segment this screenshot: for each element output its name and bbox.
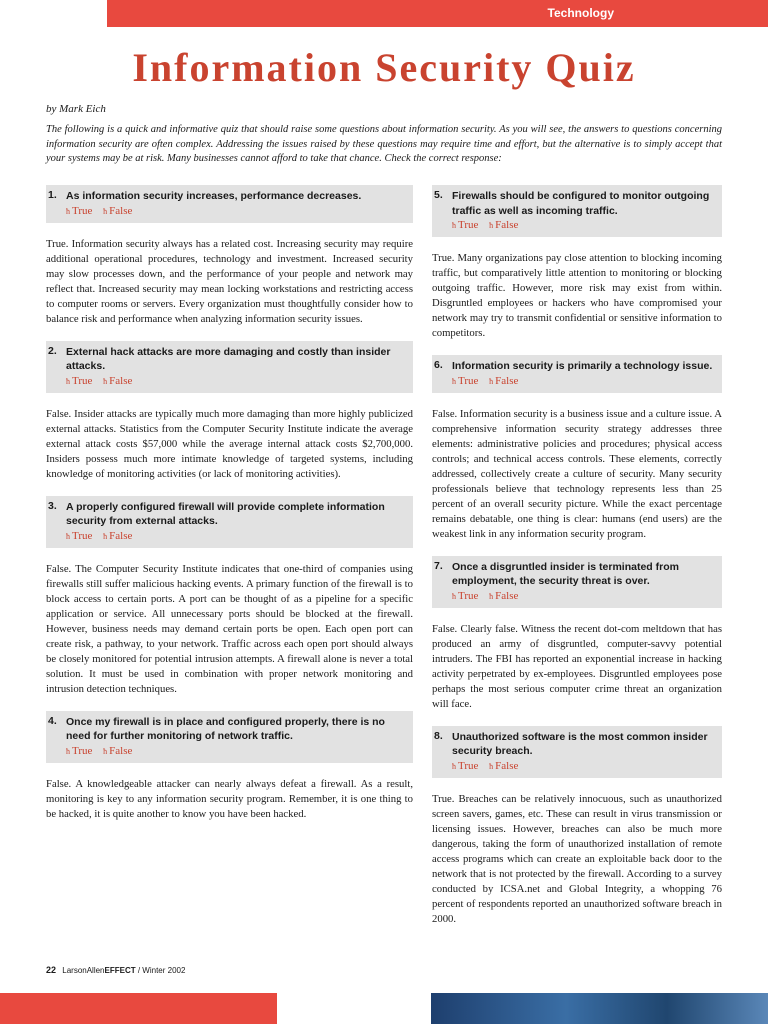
- byline: by Mark Eich: [46, 103, 106, 115]
- question-text: Firewalls should be configured to monitor outgoing traffic as well as incoming traffic.: [452, 190, 710, 217]
- page-title: Information Security Quiz: [132, 45, 636, 90]
- question-text: Once my firewall is in place and configured properly, there is no need for further monitoring of network traffic.: [66, 715, 385, 742]
- question-3: [46, 496, 413, 548]
- answer-options: [66, 375, 405, 387]
- question-text: A properly configured firewall will provide complete information security from external attacks.: [66, 500, 385, 527]
- answer-options: [66, 530, 405, 542]
- answer-text: True. Many organizations pay close attention to blocking incoming traffic, but comparatively little attention to monitoring or blocking outgoing traffic. However, more risk may exist from within. Disgruntled employees or hackers who have compromised your network may try to transmit confidential or sensitive information to competitors.: [432, 252, 722, 339]
- question-8: [432, 726, 722, 778]
- checkbox-icon: ћ: [489, 591, 494, 601]
- false-option[interactable]: ћ False: [103, 204, 133, 217]
- true-option[interactable]: ћ True: [452, 219, 479, 231]
- page-footer: [46, 965, 185, 975]
- question-text: External hack attacks are more damaging and costly than insider attacks.: [66, 345, 391, 372]
- answer-options: [66, 205, 405, 217]
- checkbox-icon: ћ: [66, 531, 70, 541]
- false-option[interactable]: ћ False: [489, 759, 519, 772]
- left-column: [46, 185, 413, 836]
- question-7: [432, 556, 722, 608]
- checkbox-icon: ћ: [103, 206, 108, 216]
- answer-text: False. A knowledgeable attacker can nearly always defeat a firewall. As a result, monitoring is key to any information security program. Remember, it is one thing to be hacked, it is quite another to know you have been hacked.: [46, 777, 413, 820]
- question-text: Unauthorized software is the most common insider security breach.: [452, 730, 708, 757]
- intro-paragraph: The following is a quick and informative quiz that should raise some questions about information security. As you will see, the answers to questions concerning information security are often complex. Addressing the issues raised by these questions may require time and effort, but the alternative is to simply accept that your systems may be at risk. Many businesses cannot afford to take that chance. Check the correct response:: [46, 124, 722, 164]
- true-option[interactable]: ћ True: [66, 374, 93, 387]
- section-label: Technology: [547, 6, 614, 20]
- answer-text: True. Breaches can be relatively innocuous, such as unauthorized screen savers, games, etc. These can result in virus transmission or licensing issues. However, breaches can also be much more dangerous, taking the form of unauthorized installation of remote access programs which can create an exploitable back door to the network that is not protected by the firewall. According to a survey conducted by ICSA.net and Global Integrity, a whopping 76 percent of respondents reported an unauthorized software breach in 2000.: [432, 792, 722, 925]
- question-1: [46, 185, 413, 223]
- question-2: [46, 341, 413, 393]
- issue-date: / Winter 2002: [137, 966, 186, 975]
- question-5: [432, 185, 722, 237]
- publication-name: EFFECT: [104, 966, 136, 975]
- checkbox-icon: ћ: [452, 221, 456, 230]
- question-text: As information security increases, performance decreases.: [66, 190, 362, 202]
- question-number: 7.: [434, 559, 443, 572]
- question-number: 1.: [48, 189, 57, 201]
- false-option[interactable]: ћ False: [489, 589, 519, 602]
- answer-options: [452, 219, 714, 231]
- question-number: 8.: [434, 729, 443, 742]
- checkbox-icon: ћ: [66, 746, 70, 756]
- question-6: [432, 355, 722, 393]
- checkbox-icon: ћ: [452, 376, 456, 386]
- answer-text: True. Information security always has a related cost. Increasing security may require additional operational procedures, technology and investment. Increased security may slow processes down, and the performance of your people and network may reflect that. Increased security may mean locking workstations and restricting access to computer rooms or servers. Every organization must thoughtfully consider how to balance risk and performance when analyzing information security issues.: [46, 237, 413, 325]
- question-number: 3.: [48, 499, 57, 512]
- answer-text: False. Information security is a business issue and a culture issue. A comprehensive information security strategy addresses three elements: administrative policies and procedures; physical access controls; and technical access controls. These elements, correctly addressed, collectively create a culture of security. Many security professionals believe that technology represents less than 25 percent of an overall security picture. While the exact percentage remains debatable, one thing is clear: humans (end users) are the weakest link in any information security program.: [432, 407, 722, 540]
- question-4: [46, 711, 413, 763]
- true-option[interactable]: ћ True: [66, 744, 93, 757]
- answer-options: [66, 745, 405, 757]
- checkbox-icon: ћ: [103, 746, 108, 756]
- question-number: 4.: [48, 714, 57, 727]
- checkbox-icon: ћ: [66, 376, 70, 386]
- checkbox-icon: ћ: [489, 221, 494, 230]
- checkbox-icon: ћ: [103, 531, 108, 541]
- answer-text: False. Clearly false. Witness the recent dot-com meltdown that has produced an army of disgruntled, computer-savvy potential intruders. The FBI has reported an exponential increase in hacking activity perpetrated by ex-employees. Disgruntled employees pose perhaps the most serious computer crime threat an organization will face.: [432, 622, 722, 710]
- answer-text: False. Insider attacks are typically much more damaging than more highly publicized external attacks. Statistics from the Computer Security Institute indicate the average external attack costs $57,000 while the average internal attack costs $2,700,000. Insiders possess much more intimate knowledge of targeted systems, including knowledge of monitoring activities (or lack of monitoring activities).: [46, 407, 413, 480]
- false-option[interactable]: ћ False: [103, 374, 133, 387]
- true-option[interactable]: ћ True: [452, 374, 479, 387]
- true-option[interactable]: ћ True: [66, 204, 93, 217]
- true-option[interactable]: ћ True: [452, 589, 479, 602]
- answer-options: [452, 375, 714, 387]
- question-number: 2.: [48, 344, 57, 357]
- right-column: [432, 185, 722, 941]
- true-option[interactable]: ћ True: [452, 759, 479, 772]
- footer-red-band: [0, 993, 277, 1024]
- checkbox-icon: ћ: [489, 376, 494, 386]
- header-bar: [107, 0, 768, 27]
- question-number: 6.: [434, 359, 443, 371]
- checkbox-icon: ћ: [452, 761, 456, 771]
- checkbox-icon: ћ: [103, 376, 108, 386]
- false-option[interactable]: ћ False: [489, 219, 519, 231]
- false-option[interactable]: ћ False: [489, 374, 519, 387]
- true-option[interactable]: ћ True: [66, 529, 93, 542]
- footer-image-strip: [431, 993, 768, 1024]
- false-option[interactable]: ћ False: [103, 529, 133, 542]
- question-text: Once a disgruntled insider is terminated from employment, the security threat is over.: [452, 560, 679, 587]
- checkbox-icon: ћ: [66, 206, 70, 216]
- false-option[interactable]: ћ False: [103, 744, 133, 757]
- publisher-name: LarsonAllen: [62, 966, 105, 975]
- answer-text: False. The Computer Security Institute indicates that one-third of companies using firewalls still suffer malicious hacking events. A primary function of the firewall is to block access to certain ports. A port can be thought of as a pipeline for a specific application or service. All unnecessary ports should be blocked at the firewall. However, business needs may demand certain ports be open. Each open port can create risk, a pathway, to your network. Traffic across each open port should always be closely monitored for potential intrusion attempts. A firewall alone is never a total solution. It must be used in combination with proper network monitoring and intrusion detection techniques.: [46, 562, 413, 695]
- answer-options: [452, 590, 714, 602]
- question-number: 5.: [434, 189, 443, 201]
- answer-options: [452, 760, 714, 772]
- page-number: 22: [46, 965, 57, 975]
- checkbox-icon: ћ: [489, 761, 494, 771]
- checkbox-icon: ћ: [452, 591, 456, 601]
- question-text: Information security is primarily a technology issue.: [452, 360, 713, 372]
